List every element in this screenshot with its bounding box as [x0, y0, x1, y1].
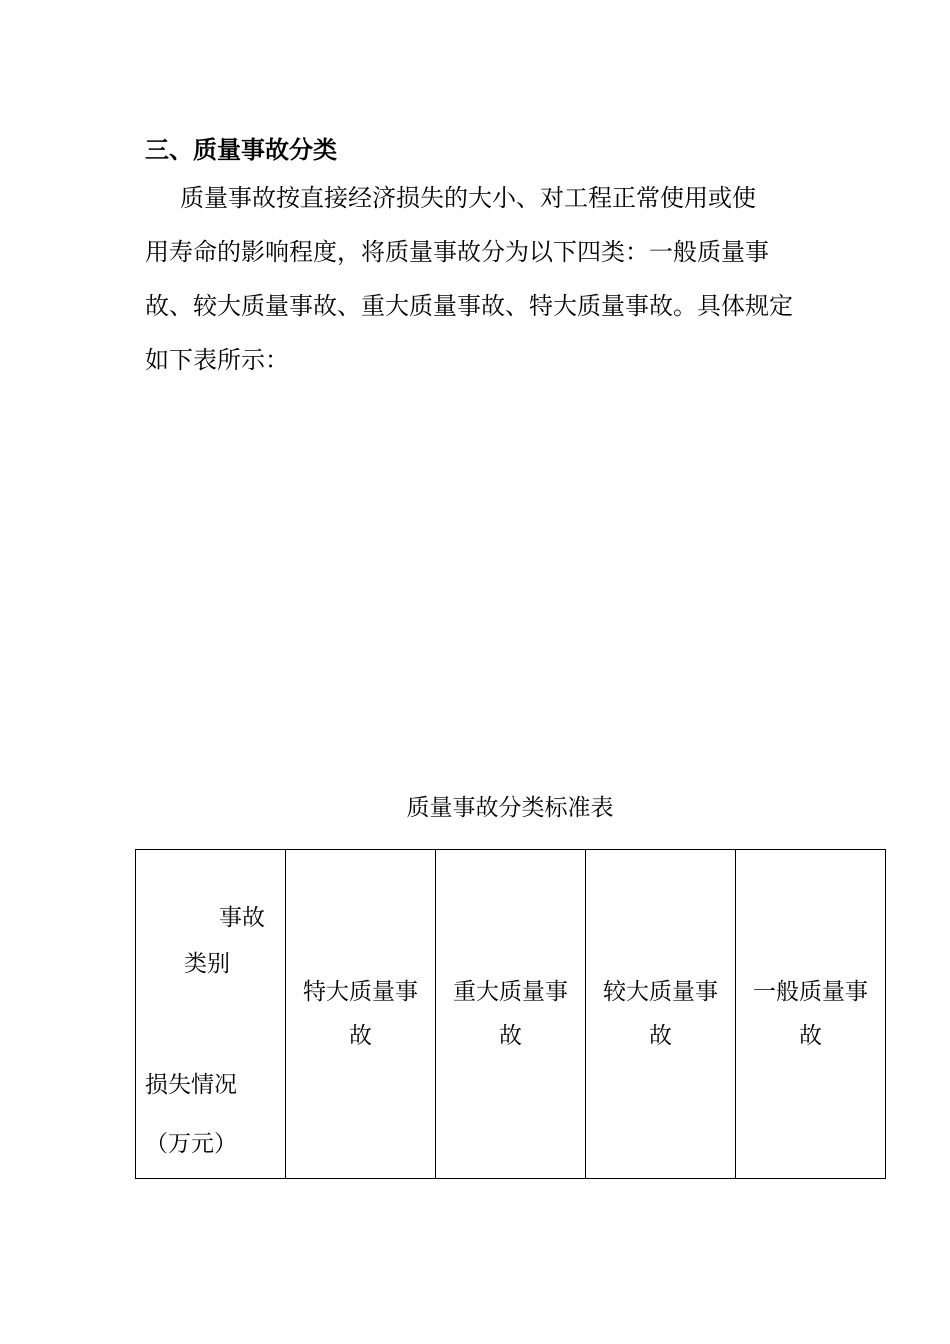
paragraph-line: 质量事故按直接经济损失的大小、对工程正常使用或使	[180, 184, 756, 212]
intro-paragraph	[145, 180, 810, 396]
category-cell-larger	[586, 850, 736, 1179]
paragraph-line: 用寿命的影响程度，将质量事故分为以下四类：一般质量事	[145, 238, 769, 266]
category-label: 一般质量事	[753, 979, 868, 1005]
category-cell-general	[736, 850, 886, 1179]
corner-category-label-1: 事故	[219, 905, 265, 931]
classification-table	[135, 849, 886, 1179]
category-label: 重大质量事	[453, 979, 568, 1005]
category-label-wrap: 故	[649, 1023, 672, 1049]
corner-loss-label: 损失情况	[145, 1072, 237, 1098]
category-label-wrap: 故	[349, 1023, 372, 1049]
corner-header-cell	[136, 850, 286, 1179]
category-label: 较大质量事	[603, 979, 718, 1005]
category-cell-major	[436, 850, 586, 1179]
table-row	[136, 850, 886, 1179]
corner-category-label-2: 类别	[184, 951, 230, 977]
corner-unit-label: （万元）	[145, 1131, 237, 1157]
section-heading: 三、质量事故分类	[145, 135, 337, 164]
paragraph-line: 如下表所示：	[145, 346, 289, 374]
category-label-wrap: 故	[799, 1023, 822, 1049]
category-label: 特大质量事	[303, 979, 418, 1005]
table-title: 质量事故分类标准表	[406, 795, 614, 821]
category-label-wrap: 故	[499, 1023, 522, 1049]
category-cell-extra-major	[286, 850, 436, 1179]
paragraph-line: 故、较大质量事故、重大质量事故、特大质量事故。具体规定	[145, 292, 793, 320]
